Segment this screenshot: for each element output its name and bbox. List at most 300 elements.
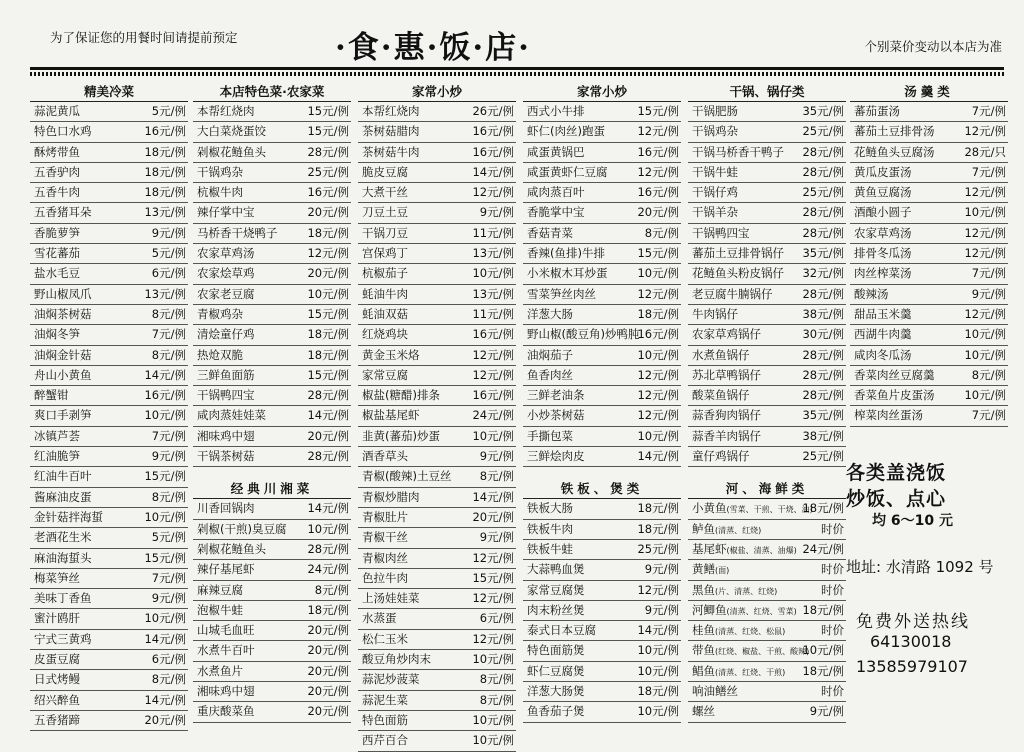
- dish-name: 油焖冬笋: [34, 327, 80, 342]
- dish-price: 10元/例: [802, 643, 844, 658]
- dish-price: 9元/例: [644, 562, 679, 577]
- dish-price: 14元/例: [144, 367, 186, 382]
- dish-name: 脆皮豆腐: [362, 164, 408, 179]
- dish-name: 野山椒(酸豆角)炒鸭肫: [527, 327, 640, 342]
- dish-price: 28元/例: [802, 388, 844, 403]
- promo-snacks: 炒饭、点心: [846, 488, 947, 510]
- dish-price: 20元/例: [307, 704, 349, 719]
- dish-name: 茶树菇腊肉: [362, 124, 420, 139]
- menu-column: [850, 82, 1008, 427]
- menu-item: [523, 102, 681, 122]
- section-title: 经典川湘菜: [193, 479, 351, 499]
- dish-name: 青椒炒腊肉: [362, 489, 420, 504]
- dish-name: 红油牛百叶: [34, 469, 92, 484]
- dish-price: 28元/例: [307, 541, 349, 556]
- dish-name: 西式小牛排: [527, 104, 585, 118]
- dish-name: 水煮鱼锅仔: [692, 347, 750, 362]
- dish-price: 8元/例: [151, 672, 186, 687]
- dish-price: 13元/例: [472, 246, 514, 261]
- menu-item: [688, 662, 846, 682]
- dish-name: 鱼香茄子煲: [527, 704, 585, 719]
- dish-name: 干锅马桥香干鸭子: [692, 144, 784, 159]
- dish-price: 26元/例: [472, 104, 514, 118]
- menu-item: [523, 203, 681, 223]
- menu-item: [523, 244, 681, 264]
- dish-name: 手撕包菜: [527, 428, 573, 443]
- menu-item: [688, 143, 846, 163]
- dish-price: 28元/例: [307, 144, 349, 159]
- dish-name: 干锅肥肠: [692, 104, 738, 118]
- dish-price: 12元/例: [637, 582, 679, 597]
- menu-item: [688, 621, 846, 641]
- dish-name: 红烧鸡块: [362, 327, 408, 342]
- dish-name: 童仔鸡锅仔: [692, 449, 750, 464]
- dish-price: 7元/例: [151, 428, 186, 443]
- menu-item: [30, 305, 188, 325]
- menu-item: [523, 224, 681, 244]
- menu-item: [30, 203, 188, 223]
- dish-price: 15元/例: [307, 306, 349, 321]
- dish-name: 干锅茶树菇: [197, 449, 255, 464]
- dish-name: 酱麻油皮蛋: [34, 489, 92, 504]
- dish-price: 32元/例: [802, 266, 844, 281]
- dish-name: 河鲫鱼(清蒸、红烧、雪菜): [692, 602, 797, 617]
- dish-name: 虾仁豆腐煲: [527, 663, 585, 678]
- menu-item: [193, 560, 351, 580]
- dish-name: 农家草鸡汤: [197, 246, 255, 261]
- dish-name: 蕃茄蛋汤: [854, 104, 900, 118]
- dish-price: 6元/例: [479, 611, 514, 626]
- dish-price: 38元/例: [802, 428, 844, 443]
- menu-item: [688, 427, 846, 447]
- menu-item: [688, 346, 846, 366]
- dish-price: 35元/例: [802, 246, 844, 261]
- dish-name: 鲈鱼(清蒸、红烧): [692, 521, 762, 536]
- menu-item: [358, 285, 516, 305]
- dish-name: 酸豆角炒肉末: [362, 652, 431, 667]
- dish-name: 色拉牛肉: [362, 570, 408, 585]
- dish-price: 10元/例: [637, 643, 679, 658]
- menu-item: [523, 560, 681, 580]
- section-title: 汤羹类: [850, 82, 1008, 102]
- dish-price: 12元/例: [637, 367, 679, 382]
- menu-item: [688, 305, 846, 325]
- dish-name: 青椒(酸辣)土豆丝: [362, 469, 452, 484]
- menu-item: [30, 711, 188, 731]
- menu-item: [688, 601, 846, 621]
- menu-item: [30, 406, 188, 426]
- menu-item: [30, 528, 188, 548]
- dish-price: 12元/例: [472, 185, 514, 200]
- menu-item: [850, 325, 1008, 345]
- dish-price: 20元/例: [637, 205, 679, 220]
- dish-price: 8元/例: [479, 672, 514, 687]
- dish-name: 酒香草头: [362, 449, 408, 464]
- dish-name: 香菜鱼片皮蛋汤: [854, 388, 935, 403]
- dish-name: 金针菇拌海蜇: [34, 509, 103, 524]
- dish-price: 14元/例: [637, 449, 679, 464]
- section-gap: [688, 467, 846, 479]
- dish-price: 12元/例: [472, 550, 514, 565]
- dish-name: 山城毛血旺: [197, 623, 255, 638]
- dish-name: 三鲜烩肉皮: [527, 449, 585, 464]
- dish-name: 蕃茄土豆排骨汤: [854, 124, 935, 139]
- menu-item: [30, 224, 188, 244]
- dish-price: 10元/例: [307, 521, 349, 536]
- dish-name: 刀豆土豆: [362, 205, 408, 220]
- dish-price: 9元/例: [809, 704, 844, 719]
- dish-name: 上汤娃娃菜: [362, 591, 420, 606]
- delivery-hotline-label: 免费外送热线: [856, 612, 970, 632]
- dish-name: 韭黄(蕃茄)炒蛋: [362, 428, 440, 443]
- dish-name: 香菜肉丝豆腐羹: [854, 367, 935, 382]
- dish-price: 18元/例: [144, 144, 186, 159]
- dish-price: 10元/例: [637, 428, 679, 443]
- dish-price: 18元/例: [637, 306, 679, 321]
- dish-name: 泡椒牛蛙: [197, 602, 243, 617]
- menu-item: [358, 691, 516, 711]
- dish-price: 9元/例: [151, 225, 186, 240]
- menu-item: [358, 305, 516, 325]
- menu-item: [523, 346, 681, 366]
- menu-item: [850, 366, 1008, 386]
- dish-name: 响油鳝丝: [692, 684, 738, 699]
- section-title: 精美冷菜: [30, 82, 188, 102]
- dish-price: 35元/例: [802, 104, 844, 118]
- menu-item: [30, 549, 188, 569]
- menu-item: [193, 386, 351, 406]
- dish-price: 7元/例: [971, 266, 1006, 281]
- dish-name: 老酒花生米: [34, 530, 92, 545]
- dish-name: 三鲜鱼面筋: [197, 367, 255, 382]
- dish-price: 6元/例: [151, 652, 186, 667]
- section-gap: [193, 467, 351, 479]
- dish-price: 8元/例: [971, 367, 1006, 382]
- dish-name: 花鲢鱼头豆腐汤: [854, 144, 935, 159]
- dish-name: 特色面筋: [362, 712, 408, 727]
- menu-item: [358, 406, 516, 426]
- address: 地址: 水清路 1092 号: [846, 558, 994, 576]
- menu-item: [30, 366, 188, 386]
- dish-price: 10元/例: [472, 428, 514, 443]
- header-rule-dotted: [30, 72, 1004, 76]
- dish-price: 10元/例: [472, 712, 514, 727]
- section-title: 家常小炒: [358, 82, 516, 102]
- dish-name: 蒜泥炒菠菜: [362, 672, 420, 687]
- menu-item: [523, 264, 681, 284]
- dish-price: 12元/例: [307, 246, 349, 261]
- dish-price: 24元/例: [472, 408, 514, 423]
- dish-price: 7元/例: [971, 408, 1006, 423]
- dish-name: 雪菜笋丝肉丝: [527, 286, 596, 301]
- dish-name: 酒酿小圆子: [854, 205, 912, 220]
- dish-price: 12元/例: [472, 631, 514, 646]
- menu-item: [358, 183, 516, 203]
- menu-item: [358, 325, 516, 345]
- dish-price: 10元/例: [964, 327, 1006, 342]
- dish-name: 铁板牛蛙: [527, 541, 573, 556]
- dish-price: 10元/例: [964, 388, 1006, 403]
- dish-name: 黄鳝(面): [692, 562, 730, 577]
- dish-name: 水煮牛百叶: [197, 643, 255, 658]
- dish-name: 干锅牛蛙: [692, 164, 738, 179]
- menu-item: [688, 560, 846, 580]
- dish-name: 干锅鸡杂: [197, 164, 243, 179]
- menu-item: [850, 143, 1008, 163]
- dish-name: 马桥香干烧鸭子: [197, 225, 278, 240]
- dish-price: 28元/例: [802, 164, 844, 179]
- dish-name: 梅菜笋丝: [34, 570, 80, 585]
- menu-item: [358, 386, 516, 406]
- dish-price: 13元/例: [472, 286, 514, 301]
- dish-price: 18元/例: [802, 501, 844, 516]
- menu-item: [193, 682, 351, 702]
- dish-name: 青椒干丝: [362, 530, 408, 545]
- menu-item: [30, 447, 188, 467]
- dish-name: 湘味鸡中翅: [197, 684, 255, 699]
- dish-price: 10元/例: [637, 266, 679, 281]
- dish-price: 18元/例: [307, 327, 349, 342]
- dish-price: 12元/例: [964, 124, 1006, 139]
- dish-name: 油焖金针菇: [34, 347, 92, 362]
- menu-item: [688, 163, 846, 183]
- dish-name: 青椒肚片: [362, 509, 408, 524]
- dish-name: 清烩童仔鸡: [197, 327, 255, 342]
- dish-name: 剁椒花鲢鱼头: [197, 541, 266, 556]
- dish-name: 小米椒木耳炒蛋: [527, 266, 608, 281]
- dish-name: 蒜香羊肉锅仔: [692, 428, 761, 443]
- dish-name: 泰式日本豆腐: [527, 623, 596, 638]
- phone-number[interactable]: 64130018: [870, 632, 952, 651]
- dish-price: 28元/例: [802, 225, 844, 240]
- menu-item: [688, 499, 846, 519]
- menu-item: [688, 183, 846, 203]
- menu-item: [30, 346, 188, 366]
- dish-price: 9元/例: [971, 286, 1006, 301]
- dish-price: 25元/例: [637, 541, 679, 556]
- dish-name: 蚝油双菇: [362, 306, 408, 321]
- menu-item: [850, 102, 1008, 122]
- dish-name: 特色口水鸡: [34, 124, 92, 139]
- dish-price: 15元/例: [637, 104, 679, 118]
- dish-name: 干锅仔鸡: [692, 185, 738, 200]
- dish-price: 14元/例: [472, 489, 514, 504]
- dish-price: 8元/例: [644, 225, 679, 240]
- dish-name: 五香牛肉: [34, 185, 80, 200]
- dish-name: 桂鱼(清蒸、红烧、松鼠): [692, 623, 786, 638]
- dish-name: 酥烤带鱼: [34, 144, 80, 159]
- dish-name: 杭椒牛肉: [197, 185, 243, 200]
- menu-item: [688, 386, 846, 406]
- dish-price: 28元/只: [964, 144, 1006, 159]
- menu-item: [30, 650, 188, 670]
- menu-item: [523, 305, 681, 325]
- dish-name: 红油脆笋: [34, 449, 80, 464]
- menu-item: [688, 366, 846, 386]
- dish-price: 14元/例: [637, 623, 679, 638]
- menu-column: [358, 82, 516, 752]
- dish-price: 12元/例: [637, 124, 679, 139]
- dish-name: 小黄鱼(雪菜、干煎、干烧、油): [692, 501, 813, 516]
- menu-item: [193, 325, 351, 345]
- menu-item: [688, 702, 846, 722]
- menu-item: [193, 183, 351, 203]
- dish-name: 大煮干丝: [362, 185, 408, 200]
- dish-price: 18元/例: [637, 521, 679, 536]
- dish-price: 24元/例: [802, 541, 844, 556]
- dish-name: 花鲢鱼头粉皮锅仔: [692, 266, 784, 281]
- dish-price: 7元/例: [971, 164, 1006, 179]
- dish-name: 咸肉蒸百叶: [527, 185, 585, 200]
- dish-name: 铁板大肠: [527, 501, 573, 516]
- dish-price: 15元/例: [307, 124, 349, 139]
- dish-price: 7元/例: [151, 570, 186, 585]
- dish-price: 10元/例: [472, 652, 514, 667]
- dish-name: 爽口手剥笋: [34, 408, 92, 423]
- dish-price: 20元/例: [307, 266, 349, 281]
- dish-price: 12元/例: [472, 347, 514, 362]
- menu-item: [358, 528, 516, 548]
- menu-item: [850, 163, 1008, 183]
- dish-price: 8元/例: [479, 692, 514, 707]
- dish-name: 西湖牛肉羹: [854, 327, 912, 342]
- menu-item: [358, 366, 516, 386]
- menu-item: [358, 650, 516, 670]
- dish-name: 农家烩草鸡: [197, 266, 255, 281]
- header-rule: [30, 67, 1004, 70]
- menu-item: [358, 163, 516, 183]
- dish-price: 时价: [821, 684, 844, 699]
- dish-name: 家常豆腐煲: [527, 582, 585, 597]
- dish-price: 15元/例: [307, 367, 349, 382]
- menu-item: [850, 285, 1008, 305]
- dish-price: 16元/例: [472, 124, 514, 139]
- dish-price: 12元/例: [637, 286, 679, 301]
- dish-name: 冰镇芦荟: [34, 428, 80, 443]
- menu-item: [850, 224, 1008, 244]
- menu-item: [193, 264, 351, 284]
- menu-item: [523, 520, 681, 540]
- dish-price: 18元/例: [307, 225, 349, 240]
- dish-name: 盐水毛豆: [34, 266, 80, 281]
- menu-item: [850, 183, 1008, 203]
- dish-name: 榨菜肉丝蛋汤: [854, 408, 923, 423]
- dish-name: 青椒鸡杂: [197, 306, 243, 321]
- menu-item: [523, 702, 681, 722]
- menu-item: [523, 540, 681, 560]
- menu-item: [850, 346, 1008, 366]
- dish-price: 10元/例: [964, 205, 1006, 220]
- menu-item: [193, 581, 351, 601]
- mobile-number[interactable]: 13585979107: [856, 657, 968, 676]
- dish-price: 15元/例: [144, 469, 186, 484]
- dish-price: 25元/例: [802, 449, 844, 464]
- dish-price: 16元/例: [472, 327, 514, 342]
- menu-item: [30, 244, 188, 264]
- dish-name: 基尾虾(椒盐、清蒸、油爆): [692, 541, 797, 556]
- dish-price: 18元/例: [307, 347, 349, 362]
- dish-name: 鱼香肉丝: [527, 367, 573, 382]
- dish-price: 10元/例: [637, 663, 679, 678]
- menu-item: [688, 682, 846, 702]
- menu-item: [358, 346, 516, 366]
- dish-price: 5元/例: [151, 530, 186, 545]
- dish-name: 辣仔基尾虾: [197, 562, 255, 577]
- dish-name: 虾仁(肉丝)跑蛋: [527, 124, 605, 139]
- dish-name: 川香回锅肉: [197, 501, 255, 516]
- dish-price: 8元/例: [314, 582, 349, 597]
- dish-price: 20元/例: [307, 643, 349, 658]
- menu-item: [358, 447, 516, 467]
- menu-item: [193, 406, 351, 426]
- dish-name: 洋葱大肠: [527, 306, 573, 321]
- menu-item: [193, 203, 351, 223]
- section-title: 本店特色菜·农家菜: [193, 82, 351, 102]
- dish-name: 水蒸蛋: [362, 611, 397, 626]
- dish-price: 30元/例: [802, 327, 844, 342]
- menu-item: [358, 711, 516, 731]
- dish-price: 时价: [821, 521, 844, 536]
- dish-price: 10元/例: [472, 733, 514, 748]
- section-title: 家常小炒: [523, 82, 681, 102]
- dish-price: 12元/例: [637, 164, 679, 179]
- dish-price: 28元/例: [307, 449, 349, 464]
- dish-name: 香菇青菜: [527, 225, 573, 240]
- menu-item: [850, 203, 1008, 223]
- dish-name: 本帮红烧肉: [362, 104, 420, 118]
- dish-price: 8元/例: [151, 347, 186, 362]
- section-gap: [523, 467, 681, 479]
- menu-item: [30, 488, 188, 508]
- dish-price: 10元/例: [144, 611, 186, 626]
- dish-price: 15元/例: [637, 246, 679, 261]
- dish-price: 时价: [821, 582, 844, 597]
- dish-name: 酸辣汤: [854, 286, 889, 301]
- promo-price: 均 6～10 元: [872, 513, 953, 529]
- dish-price: 28元/例: [307, 388, 349, 403]
- dish-name: 日式烤鳗: [34, 672, 80, 687]
- dish-name: 热炝双脆: [197, 347, 243, 362]
- menu-item: [688, 244, 846, 264]
- dish-price: 12元/例: [472, 591, 514, 606]
- menu-item: [30, 143, 188, 163]
- dish-price: 18元/例: [307, 602, 349, 617]
- dish-price: 9元/例: [644, 602, 679, 617]
- menu-item: [523, 386, 681, 406]
- dish-name: 大白菜烧蛋饺: [197, 124, 266, 139]
- dish-name: 宁式三黄鸡: [34, 631, 92, 646]
- dish-price: 9元/例: [479, 449, 514, 464]
- menu-item: [523, 601, 681, 621]
- dish-name: 农家草鸡汤: [854, 225, 912, 240]
- menu-item: [688, 325, 846, 345]
- dish-name: 咸肉冬瓜汤: [854, 347, 912, 362]
- booking-note: 为了保证您的用餐时间请提前预定: [50, 30, 238, 45]
- menu-item: [193, 346, 351, 366]
- dish-name: 肉末粉丝煲: [527, 602, 585, 617]
- dish-price: 10元/例: [307, 286, 349, 301]
- dish-name: 黄金玉米烙: [362, 347, 420, 362]
- dish-price: 28元/例: [802, 144, 844, 159]
- dish-price: 25元/例: [307, 164, 349, 179]
- dish-name: 蒜香狗肉锅仔: [692, 408, 761, 423]
- dish-price: 10元/例: [144, 408, 186, 423]
- dish-name: 咸肉蒸娃娃菜: [197, 408, 266, 423]
- menu-item: [523, 285, 681, 305]
- menu-item: [850, 244, 1008, 264]
- menu-item: [688, 203, 846, 223]
- dish-price: 25元/例: [802, 124, 844, 139]
